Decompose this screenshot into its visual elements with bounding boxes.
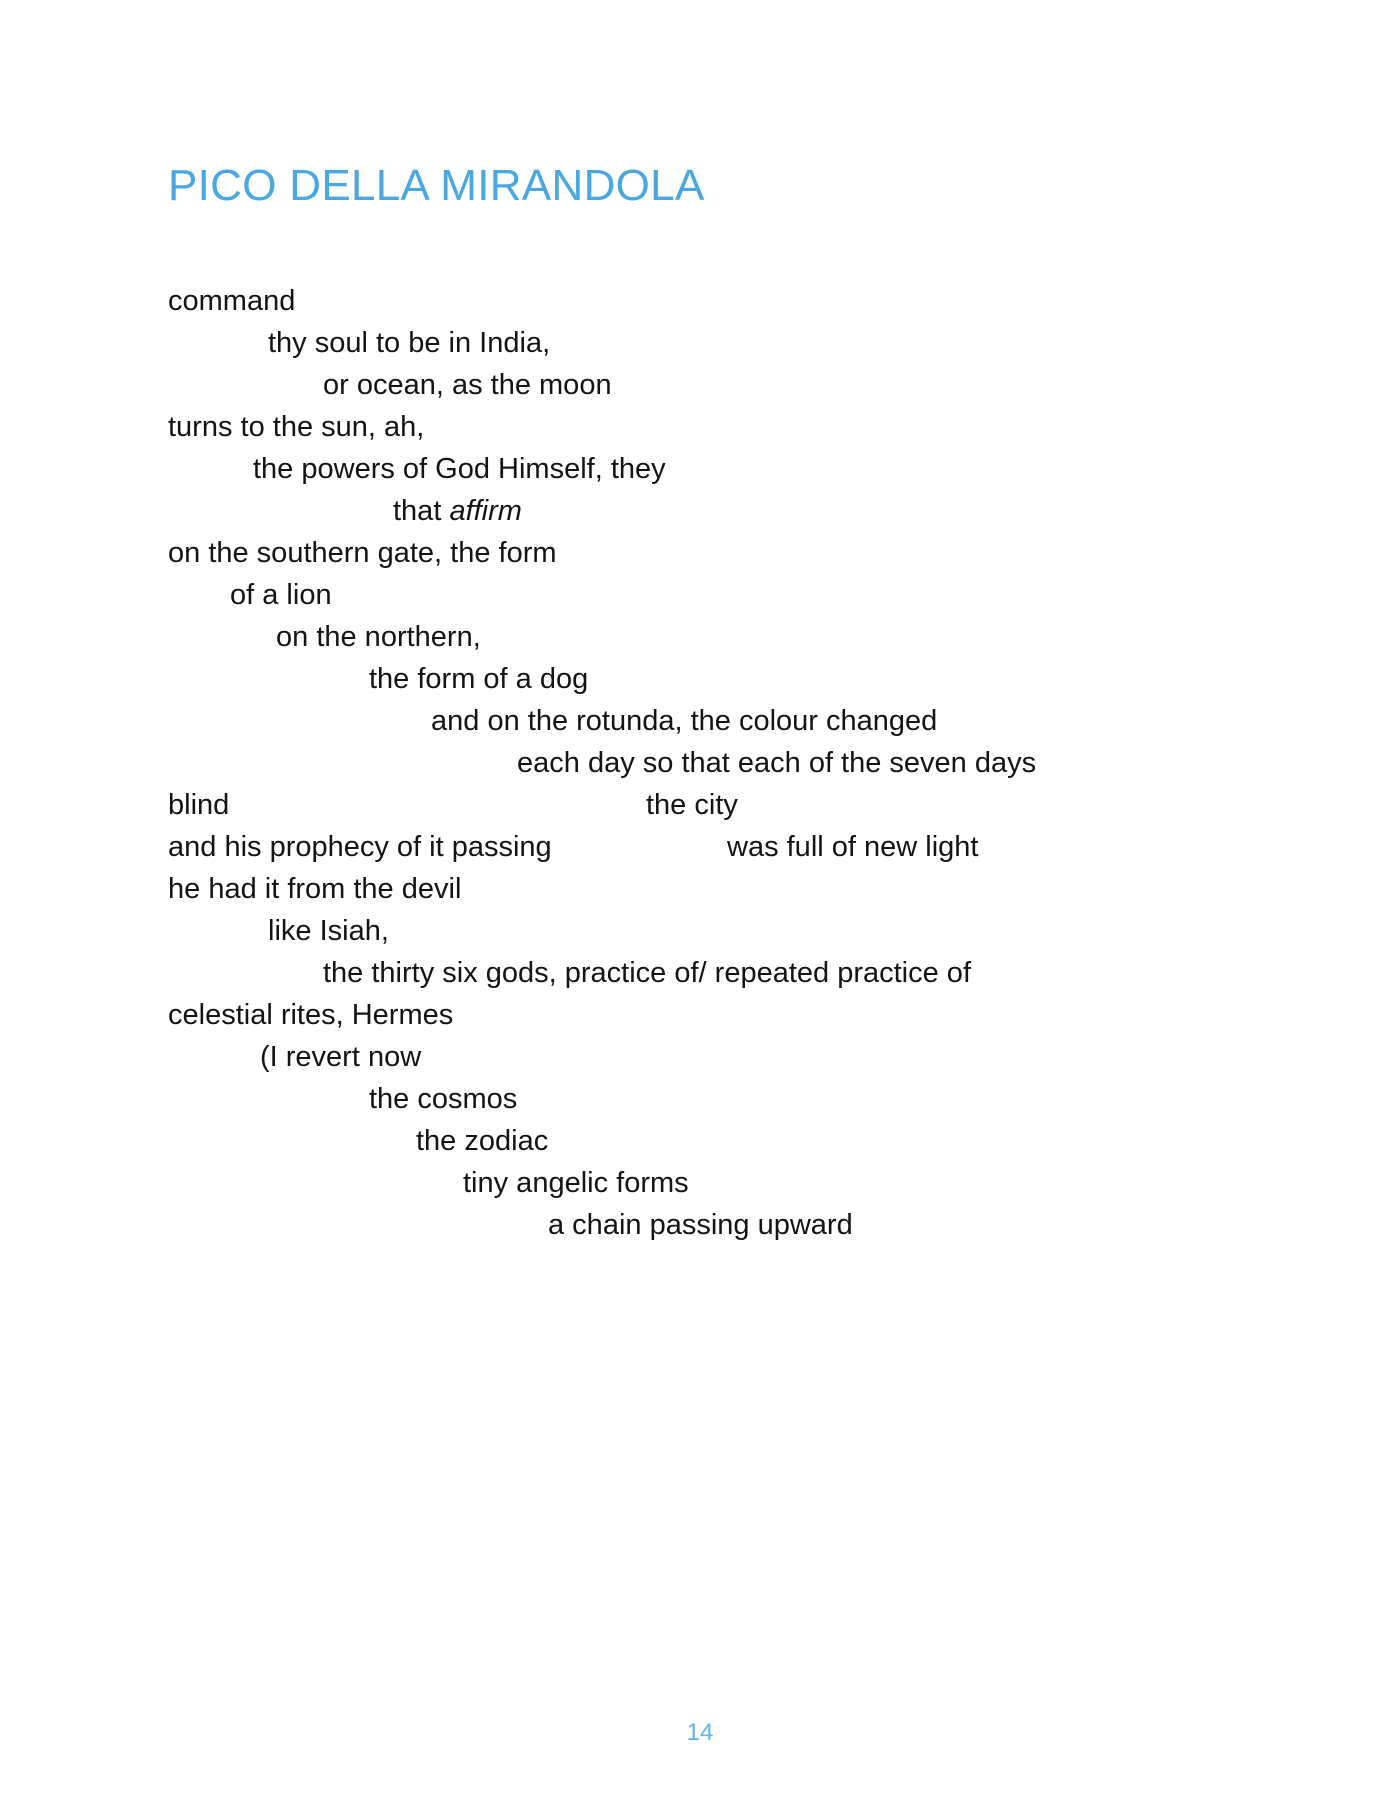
poem-line: (I revert now [260,1041,422,1073]
poem-line: thy soul to be in India, [268,327,551,359]
poem-line: and on the rotunda, the colour changed [431,705,938,737]
poem-line [393,493,522,529]
poem-line: was full of new light [727,831,979,863]
poem-line: on the northern, [276,621,481,653]
page-title: PICO DELLA MIRANDOLA [168,161,705,210]
poem-line: the zodiac [416,1125,549,1157]
poem-line: like Isiah, [268,915,389,947]
poem-line: command [168,285,296,317]
poem-line: the cosmos [369,1083,518,1115]
poem-line: the form of a dog [369,663,589,695]
italic-word: affirm [449,495,522,527]
poem-line: or ocean, as the moon [323,369,612,401]
poem-line: celestial rites, Hermes [168,999,454,1031]
poem-line: a chain passing upward [548,1209,853,1241]
poem-line: the powers of God Himself, they [253,453,666,485]
poem-line-text: that [393,495,442,527]
poem-line: tiny angelic forms [463,1167,689,1199]
poem-line: blind [168,789,230,821]
poem-line: on the southern gate, the form [168,537,557,569]
poem-line: of a lion [230,579,332,611]
poem-line: the thirty six gods, practice of/ repeated practice of [323,957,971,989]
page-number: 14 [686,1719,714,1746]
poem-line: each day so that each of the seven days [517,747,1037,779]
poem-line: the city [646,789,738,821]
poem-line: turns to the sun, ah, [168,411,425,443]
poem-line: he had it from the devil [168,873,462,905]
poem-line: and his prophecy of it passing [168,831,552,863]
